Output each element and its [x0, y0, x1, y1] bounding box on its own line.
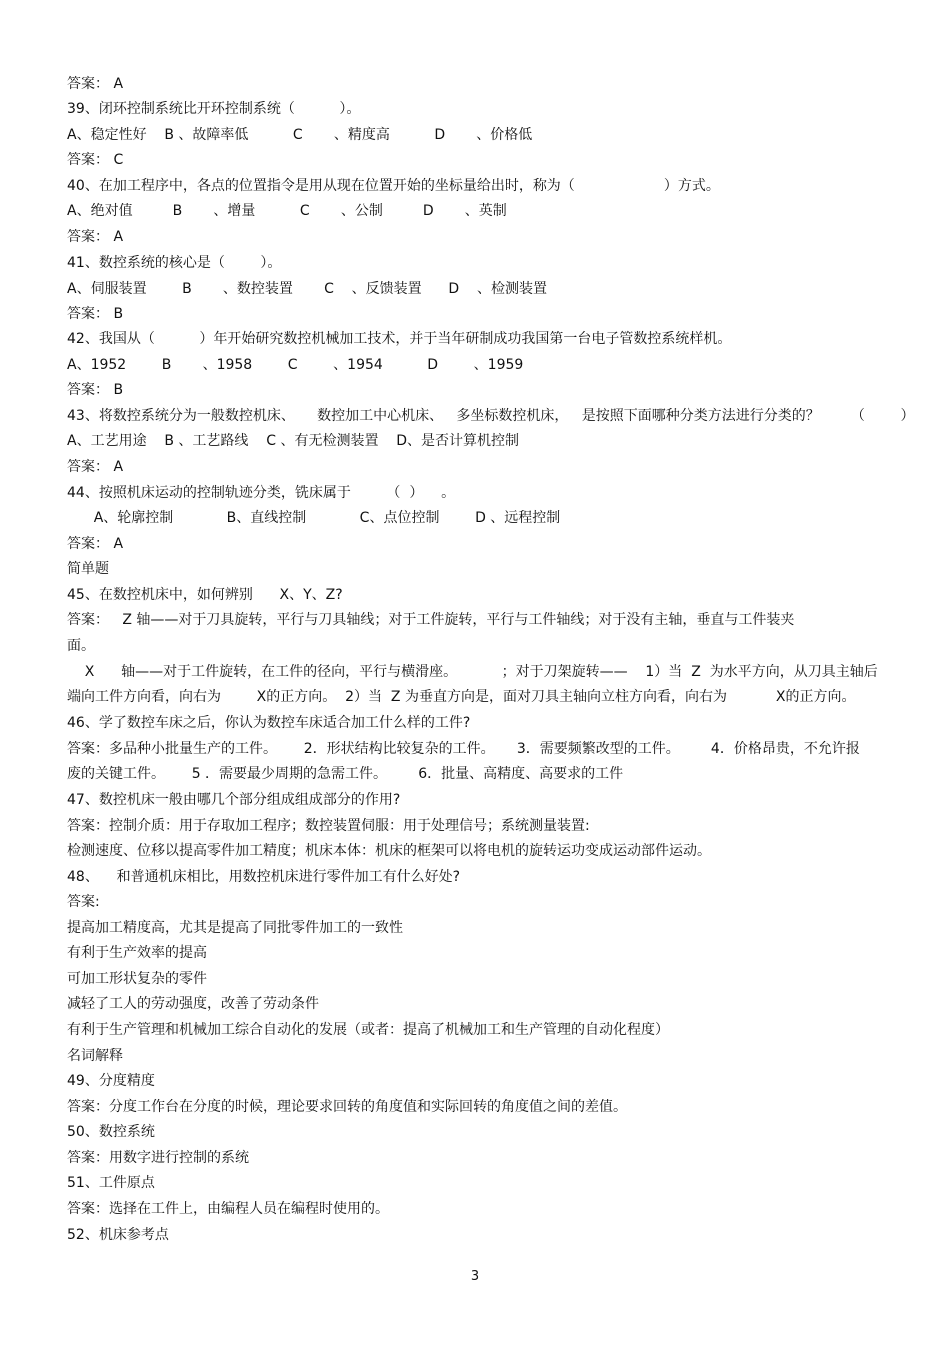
options-42: A、1952 B 、1958 C 、1954 D 、1959	[67, 357, 524, 373]
answer-51: 答案：选择在工件上，由编程人员在编程时使用的。	[67, 1201, 389, 1217]
answer-48-item: 提高加工精度高，尤其是提高了同批零件加工的一致性	[67, 920, 403, 936]
answer-47-cont: 检测速度、位移以提高零件加工精度；机床本体：机床的框架可以将电机的旋转运功变成运动部件运动。	[67, 843, 711, 859]
options-41: A、伺服装置 B 、数控装置 C 、反馈装置 D 、检测装置	[67, 281, 547, 297]
answer-40: 答案： A	[67, 229, 124, 245]
answer-47: 答案：控制介质：用于存取加工程序；数控装置伺服：用于处理信号；系统测量装置:	[67, 818, 590, 834]
answer-48-item: 减轻了工人的劳动强度，改善了劳动条件	[67, 996, 319, 1012]
question-46: 46、学了数控车床之后，你认为数控车床适合加工什么样的工件?	[67, 715, 471, 731]
question-49: 49、分度精度	[67, 1073, 155, 1089]
answer-44: 答案： A	[67, 536, 124, 552]
question-42: 42、我国从（ ）年开始研究数控机械加工技术，并于当年研制成功我国第一台电子管数控系统样机。	[67, 331, 732, 347]
answer-48-item: 有利于生产效率的提高	[67, 945, 207, 961]
question-43: 43、将数控系统分为一般数控机床、 数控加工中心机床、 多坐标数控机床， 是按照下面哪种分类方法进行分类的？ （ ）	[67, 408, 915, 424]
question-44: 44、按照机床运动的控制轨迹分类，铣床属于 （ ） 。	[67, 485, 456, 501]
page-number: 3	[470, 1269, 480, 1284]
question-52: 52、机床参考点	[67, 1227, 169, 1243]
section-heading: 简单题	[67, 561, 109, 577]
options-39: A、稳定性好 B 、故障率低 C 、精度高 D 、价格低	[67, 127, 533, 143]
question-40: 40、在加工程序中，各点的位置指令是用从现在位置开始的坐标量给出时，称为（ ）方式。	[67, 178, 720, 194]
answer-48-item: 有利于生产管理和机械加工综合自动化的发展（或者：提高了机械加工和生产管理的自动化程度）	[67, 1022, 669, 1038]
answer-45-cont: 端向工件方向看，向右为 X的正方向。 2）当 Z 为垂直方向是，面对刀具主轴向立柱方向看，向右为 X的正方向。	[67, 689, 856, 705]
answer-48-item: 可加工形状复杂的零件	[67, 971, 207, 987]
answer-46: 答案：多品种小批量生产的工件。 2．形状结构比较复杂的工件。 3．需要频繁改型的工件。 4．价格昂贵，不允许报	[67, 741, 860, 757]
answer-49: 答案：分度工作台在分度的时候，理论要求回转的角度值和实际回转的角度值之间的差值。	[67, 1099, 627, 1115]
section-heading: 名词解释	[67, 1048, 123, 1064]
answer-50: 答案：用数字进行控制的系统	[67, 1150, 249, 1166]
answer-45: 答案： Z 轴——对于刀具旋转，平行与刀具轴线；对于工件旋转，平行与工件轴线；对于没有主轴，垂直与工件装夹	[67, 612, 795, 628]
answer-41: 答案： B	[67, 306, 124, 322]
answer-48: 答案:	[67, 894, 100, 910]
answer-45-cont: X 轴——对于工件旋转，在工件的径向，平行与横滑座。 ；对于刀架旋转—— 1）当 Z 为水平方向，从刀具主轴后	[67, 664, 878, 680]
answer-39: 答案： C	[67, 152, 124, 168]
text-line: 答案： A	[67, 76, 124, 92]
answer-45-cont: 面。	[67, 638, 95, 654]
answer-46-cont: 废的关键工件。 5 ．需要最少周期的急需工件。 6．批量、高精度、高要求的工件	[67, 766, 624, 782]
question-50: 50、数控系统	[67, 1124, 155, 1140]
answer-42: 答案： B	[67, 382, 124, 398]
question-51: 51、工件原点	[67, 1175, 155, 1191]
question-48: 48、 和普通机床相比，用数控机床进行零件加工有什么好处?	[67, 869, 461, 885]
options-40: A、绝对值 B 、增量 C 、公制 D 、英制	[67, 203, 507, 219]
question-39: 39、闭环控制系统比开环控制系统（ ）。	[67, 101, 361, 117]
answer-43: 答案： A	[67, 459, 124, 475]
options-44: A、轮廓控制 B、直线控制 C、点位控制 D 、远程控制	[67, 510, 561, 526]
options-43: A、工艺用途 B 、工艺路线 C 、有无检测装置 D、是否计算机控制	[67, 433, 520, 449]
question-47: 47、数控机床一般由哪几个部分组成组成部分的作用?	[67, 792, 401, 808]
question-45: 45、在数控机床中，如何辨别 X、Y、Z?	[67, 587, 343, 603]
question-41: 41、数控系统的核心是（ ）。	[67, 255, 282, 271]
